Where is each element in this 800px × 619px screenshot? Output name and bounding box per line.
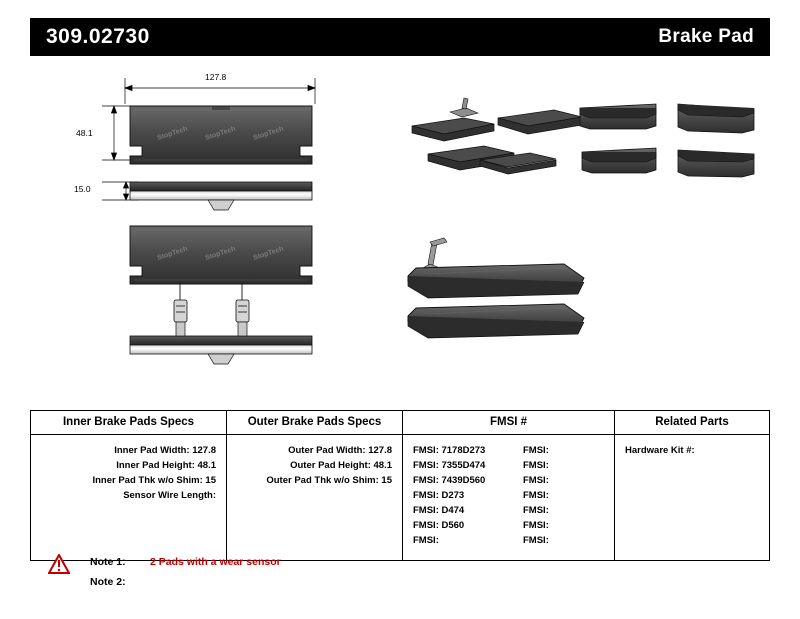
fmsi-right: FMSI: xyxy=(523,505,549,516)
fmsi-row xyxy=(413,518,614,533)
note-1 xyxy=(90,552,468,572)
fmsi-row xyxy=(413,533,614,548)
svg-text:StopTech: StopTech xyxy=(156,245,189,262)
fmsi-left: FMSI: D560 xyxy=(413,520,465,531)
fmsi-row xyxy=(413,458,614,473)
cell-fmsi xyxy=(403,435,615,560)
fmsi-row xyxy=(413,473,614,488)
dim-thickness-label: 15.0 xyxy=(74,184,91,194)
note-2-label: Note 2: xyxy=(90,576,126,588)
specs-table-body-row xyxy=(31,435,769,560)
svg-text:StopTech: StopTech xyxy=(252,245,285,262)
warning-icon xyxy=(48,554,70,574)
page-title: Brake Pad xyxy=(658,26,754,47)
inner-spec-row: Sensor Wire Length: xyxy=(123,490,216,501)
note-2 xyxy=(90,572,468,592)
fmsi-right: FMSI: xyxy=(523,445,549,456)
inner-spec-row: Inner Pad Height: 48.1 xyxy=(116,460,216,471)
outer-spec-row: Outer Pad Height: 48.1 xyxy=(290,460,392,471)
header-bar xyxy=(30,18,770,56)
inner-spec-row: Inner Pad Thk w/o Shim: 15 xyxy=(92,475,216,486)
fmsi-row xyxy=(413,503,614,518)
outer-spec-row: Outer Pad Thk w/o Shim: 15 xyxy=(266,475,392,486)
fmsi-right: FMSI: xyxy=(523,475,549,486)
header-fmsi: FMSI # xyxy=(403,411,615,434)
technical-drawing xyxy=(30,60,770,390)
note-1-label: Note 1: xyxy=(90,556,126,568)
fmsi-right: FMSI: xyxy=(523,460,549,471)
header-related-parts: Related Parts xyxy=(655,416,729,428)
cell-inner-specs xyxy=(31,435,227,560)
specs-table-header-row xyxy=(31,411,769,435)
notes-section xyxy=(48,552,468,592)
header-inner-specs: Inner Brake Pads Specs xyxy=(31,411,227,434)
part-number: 309.02730 xyxy=(46,25,150,48)
drawing-vectors xyxy=(30,60,770,390)
inner-spec-row: Inner Pad Width: 127.8 xyxy=(114,445,216,456)
fmsi-left: FMSI: 7355D474 xyxy=(413,460,486,471)
fmsi-right: FMSI: xyxy=(523,520,549,531)
fmsi-left: FMSI: xyxy=(413,535,439,546)
fmsi-left: FMSI: D474 xyxy=(413,505,465,516)
related-part-row: Hardware Kit #: xyxy=(625,445,695,456)
notes-lines xyxy=(90,552,468,592)
fmsi-row xyxy=(413,443,614,458)
dim-height-label: 48.1 xyxy=(76,128,93,138)
fmsi-list xyxy=(403,443,614,548)
svg-text:StopTech: StopTech xyxy=(252,125,285,142)
cell-related-parts xyxy=(615,435,769,560)
svg-text:StopTech: StopTech xyxy=(204,125,237,142)
note-1-value: 2 Pads with a wear sensor xyxy=(150,556,281,568)
fmsi-left: FMSI: 7439D560 xyxy=(413,475,486,486)
fmsi-left: FMSI: 7178D273 xyxy=(413,445,486,456)
header-outer-specs: Outer Brake Pads Specs xyxy=(227,411,403,434)
outer-spec-row: Outer Pad Width: 127.8 xyxy=(288,445,392,456)
fmsi-row xyxy=(413,488,614,503)
fmsi-right: FMSI: xyxy=(523,535,549,546)
fmsi-left: FMSI: D273 xyxy=(413,490,465,501)
specs-table xyxy=(30,410,770,561)
svg-text:StopTech: StopTech xyxy=(156,125,189,142)
cell-outer-specs xyxy=(227,435,403,560)
svg-text:StopTech: StopTech xyxy=(204,245,237,262)
fmsi-right: FMSI: xyxy=(523,490,549,501)
dim-width-label: 127.8 xyxy=(205,72,227,82)
